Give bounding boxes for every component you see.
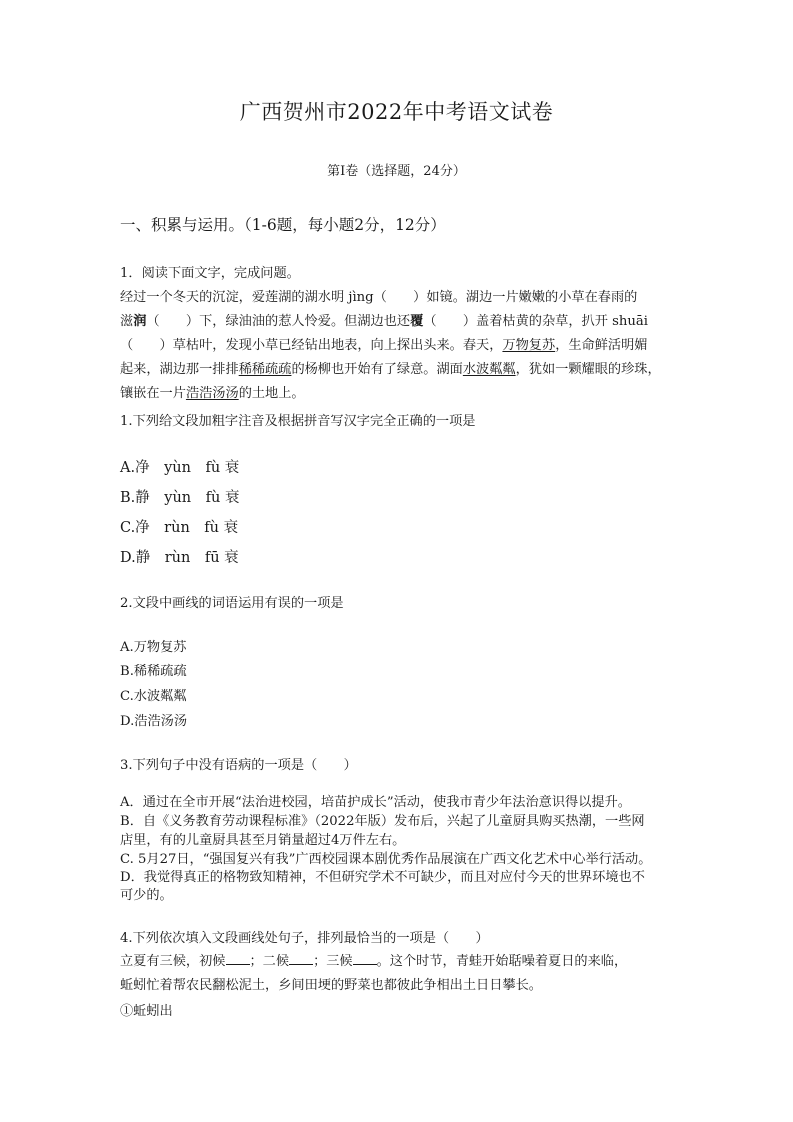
q4-item-1: ①蚯蚓出 — [120, 1004, 173, 1019]
section-heading: 一、积累与运用。（1-6题，每小题2分，12分） — [120, 216, 446, 234]
q3-stem: 3.下列句子中没有语病的一项是（ ） — [120, 758, 357, 773]
fill-blank[interactable] — [289, 952, 313, 965]
q3-option-d-cont: 可少的。 — [120, 888, 173, 903]
underlined-phrase: 浩浩汤汤 — [185, 386, 239, 401]
passage-text: ，生命鲜活明媚 — [555, 338, 648, 353]
underlined-phrase: 万物复苏 — [502, 338, 556, 353]
fill-blank[interactable] — [226, 952, 250, 965]
q2-option-b[interactable]: B.稀稀疏疏 — [120, 664, 187, 679]
page-title: 广西贺州市2022年中考语文试卷 — [239, 100, 554, 124]
q1-intro: 1．阅读下面文字，完成问题。 — [120, 266, 300, 281]
passage-text: 的土地上。 — [238, 386, 305, 401]
passage-text: 立夏有三候，初候 — [120, 954, 226, 969]
q3-option-c[interactable]: C. 5月27日，“强国复兴有我”广西校园课本剧优秀作品展演在广西文化艺术中心举行活动。 — [120, 852, 652, 867]
fill-blank[interactable] — [353, 952, 377, 965]
passage-line-5 — [120, 382, 305, 401]
passage-text: 。这个时节，青蛙开始聒噪着夏日的来临， — [376, 954, 628, 969]
q3-option-b-cont: 店里，有的儿童厨具甚至月销量超过4万件左右。 — [120, 833, 406, 848]
bold-char: 润 — [133, 314, 147, 329]
passage-text: 镶嵌在一片 — [120, 386, 186, 401]
q3-option-d[interactable]: D．我觉得真正的格物致知精神，不但研究学术不可缺少，而且对应付今天的世界环境也不 — [120, 870, 645, 885]
q4-stem: 4.下列依次填入文段画线处句子，排列最恰当的一项是（ ） — [120, 931, 489, 946]
passage-line-2 — [120, 310, 648, 329]
q3-option-b[interactable]: B．自《义务教育劳动课程标准》（2022年版）发布后，兴起了儿童厨具购买热潮，一些网 — [120, 814, 645, 829]
q2-option-c[interactable]: C.水波粼粼 — [120, 689, 187, 704]
passage-text: ；二候 — [249, 954, 290, 969]
q1-option-b[interactable]: B.静 yùn fù 衰 — [120, 490, 240, 506]
bold-char: 覆 — [410, 314, 424, 329]
passage-text: （ ）盖着枯黄的杂草，扒开 shuāi — [423, 314, 648, 329]
passage-text: 的杨柳也开始有了绿意。湖面 — [291, 362, 463, 377]
q4-passage-line-2: 蚯蚓忙着帮农民翻松泥土，乡间田埂的野菜也都彼此争相出土日日攀长。 — [120, 978, 542, 993]
q2-option-d[interactable]: D.浩浩汤汤 — [120, 714, 188, 729]
paper-subtitle: 第Ⅰ卷（选择题，24分） — [327, 164, 466, 179]
passage-text: 起来，湖边那一排排 — [120, 362, 239, 377]
passage-text: （ ）下，绿油油的惹人怜爱。但湖边也还 — [146, 314, 411, 329]
passage-line-3 — [120, 334, 648, 353]
underlined-phrase: 水波粼粼 — [462, 362, 516, 377]
q1-option-a[interactable]: A.净 yùn fù 衰 — [120, 460, 240, 476]
q1-option-c[interactable]: C.净 rùn fù 衰 — [120, 520, 239, 536]
q2-option-a[interactable]: A.万物复苏 — [120, 640, 187, 655]
underlined-phrase: 稀稀疏疏 — [238, 362, 292, 377]
q1-option-d[interactable]: D.静 rùn fū 衰 — [120, 550, 239, 566]
sub-question-1: 1.下列给文段加粗字注音及根据拼音写汉字完全正确的一项是 — [120, 414, 476, 429]
passage-text: 滋 — [120, 314, 134, 329]
passage-text: ；三候 — [313, 954, 353, 969]
passage-text: （ ）草枯叶，发现小草已经钻出地表，向上探出头来。春天， — [120, 338, 503, 353]
q3-option-a[interactable]: A．通过在全市开展“法治进校园，培苗护成长”活动，使我市青少年法治意识得以提升。 — [120, 795, 631, 810]
q2-stem: 2.文段中画线的词语运用有误的一项是 — [120, 596, 344, 611]
passage-line-1: 经过一个冬天的沉淀，爱莲湖的湖水明 jìng（ ）如镜。湖边一片嫩嫩的小草在春雨的 — [120, 290, 638, 305]
passage-text: ，犹如一颗耀眼的珍珠， — [515, 362, 661, 377]
passage-line-4 — [120, 358, 661, 377]
q4-passage-line-1 — [120, 950, 627, 969]
